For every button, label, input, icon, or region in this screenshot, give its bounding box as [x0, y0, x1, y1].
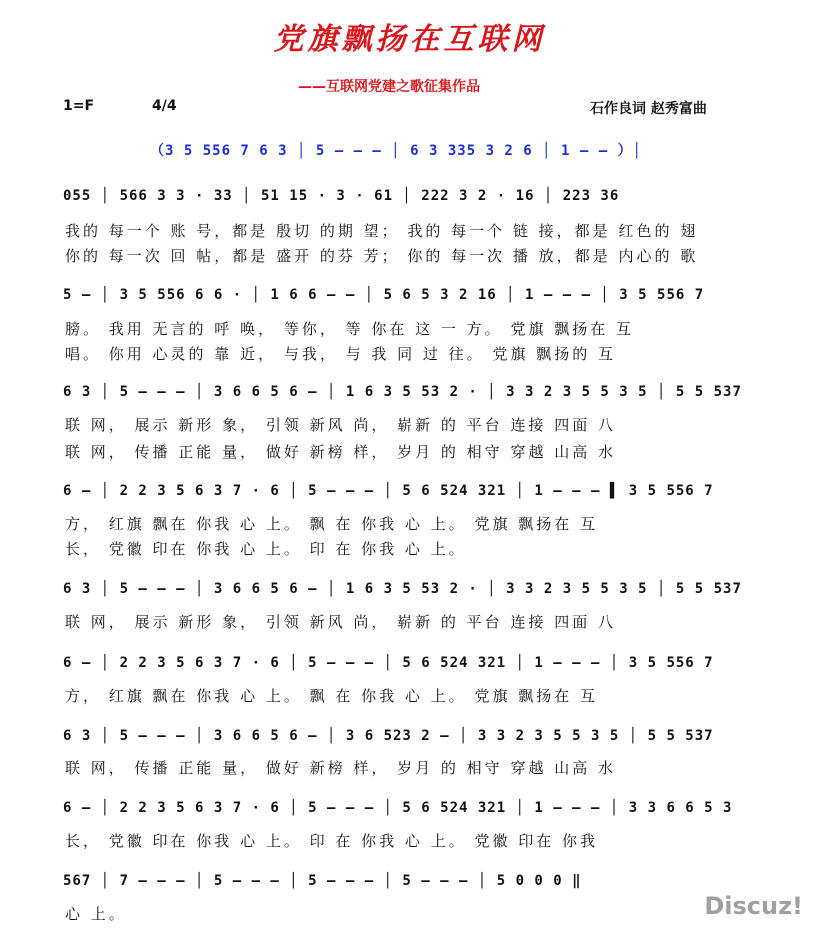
- discuz-watermark: Discuz!: [704, 892, 803, 920]
- lyric-line: 方， 红旗 飘在 你我 心 上。 飘 在 你我 心 上。 党旗 飘扬在 互: [65, 515, 598, 533]
- notation-row: 6 3 │ 5 — — — │ 3 6 6 5 6 — │ 3 6 523 2 — │ 3 3 2 3 5 5 3 5 │ 5 5 537: [63, 728, 714, 744]
- key-signature: 1=F: [63, 98, 95, 114]
- lyric-line: 联 网， 传播 正能 量， 做好 新榜 样， 岁月 的 相守 穿越 山高 水: [65, 443, 616, 461]
- lyric-line: 唱。 你用 心灵的 靠 近， 与我， 与 我 同 过 往。 党旗 飘扬的 互: [65, 345, 616, 363]
- lyric-line: 膀。 我用 无言的 呼 唤， 等你， 等 你在 这 一 方。 党旗 飘扬在 互: [65, 320, 634, 338]
- notation-row: 567 │ 7 — — — │ 5 — — — │ 5 — — — │ 5 — — — │ 5 0 0 0 ‖: [63, 873, 582, 889]
- notation-row: 6 — │ 2 2 3 5 6 3 7 · 6 │ 5 — — — │ 5 6 524 321 │ 1 — — — ▌ 3 5 556 7: [63, 483, 714, 499]
- lyric-line: 联 网， 展示 新形 象， 引领 新风 尚， 崭新 的 平台 连接 四面 八: [65, 613, 616, 631]
- song-title: 党旗飘扬在互联网: [273, 22, 546, 57]
- notation-row: 5 — │ 3 5 556 6 6 · │ 1 6 6 — — │ 5 6 5 3 2 16 │ 1 — — — │ 3 5 556 7: [63, 287, 705, 303]
- lyric-line: 方， 红旗 飘在 你我 心 上。 飘 在 你我 心 上。 党旗 飘扬在 互: [65, 687, 598, 705]
- notation-row: 6 3 │ 5 — — — │ 3 6 6 5 6 — │ 1 6 3 5 53 2 · │ 3 3 2 3 5 5 3 5 │ 5 5 537: [63, 384, 742, 400]
- composer-credits: 石作良词 赵秀富曲: [590, 101, 707, 117]
- notation-row: 6 3 │ 5 — — — │ 3 6 6 5 6 — │ 1 6 3 5 53 2 · │ 3 3 2 3 5 5 3 5 │ 5 5 537: [63, 581, 742, 597]
- song-subtitle: ——互联网党建之歌征集作品: [298, 79, 480, 95]
- time-signature: 4/4: [152, 98, 177, 114]
- lyric-line: 联 网， 展示 新形 象， 引领 新风 尚， 崭新 的 平台 连接 四面 八: [65, 416, 616, 434]
- lyric-line: 我的 每一个 账 号，都是 殷切 的期 望； 我的 每一个 链 接，都是 红色的 翅: [65, 222, 699, 240]
- lyric-line: 心 上。: [65, 905, 127, 923]
- lyric-line: 长， 党徽 印在 你我 心 上。 印 在 你我 心 上。: [65, 540, 467, 558]
- notation-row: 055 │ 566 3 3 · 33 │ 51 15 · 3 · 61 │ 222 3 2 · 16 │ 223 36: [63, 188, 620, 204]
- lyric-line: 你的 每一次 回 帖，都是 盛开 的芬 芳； 你的 每一次 播 放，都是 内心的 歌: [65, 247, 699, 265]
- lyric-line: 联 网， 传播 正能 量， 做好 新榜 样， 岁月 的 相守 穿越 山高 水: [65, 759, 616, 777]
- lyric-line: 长， 党徽 印在 你我 心 上。 印 在 你我 心 上。 党徽 印在 你我: [65, 832, 598, 850]
- notation-row: 6 — │ 2 2 3 5 6 3 7 · 6 │ 5 — — — │ 5 6 524 321 │ 1 — — — │ 3 3 6 6 5 3: [63, 800, 733, 816]
- intro-line: （3 5 556 7 6 3 │ 5 — — — │ 6 3 335 3 2 6 │ 1 — — ）│: [150, 143, 643, 159]
- notation-row: 6 — │ 2 2 3 5 6 3 7 · 6 │ 5 — — — │ 5 6 524 321 │ 1 — — — │ 3 5 556 7: [63, 655, 714, 671]
